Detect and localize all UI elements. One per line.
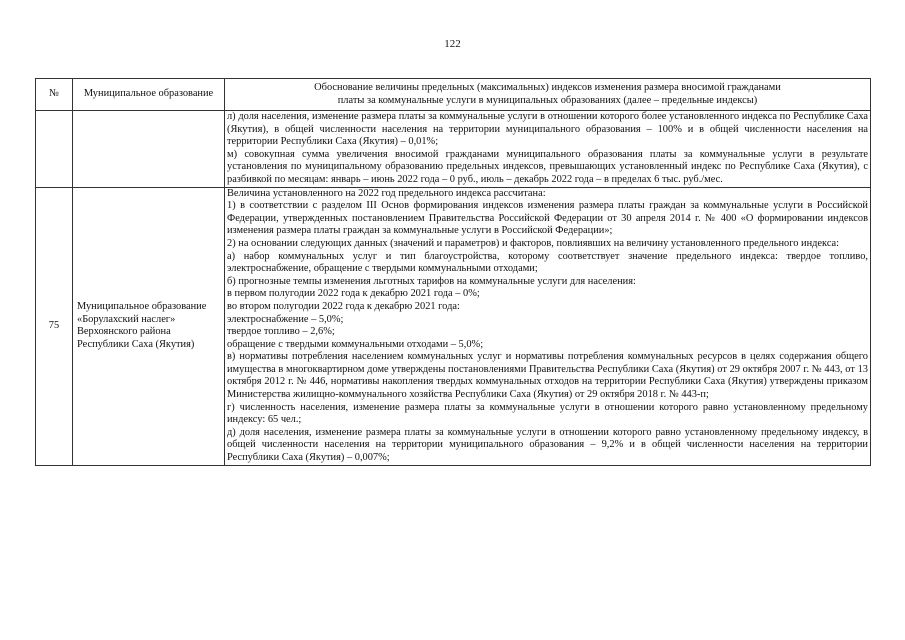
- paragraph: л) доля населения, изменение размера платы за коммунальные услуги в отношении которого более установленного индекса по Республике Саха (Якутия), в общей численности населения на территории муниципального образования – 100% и в общей численности населения на территории Республики Саха (Якутия) – 0,01%;: [227, 111, 868, 148]
- paragraph: в первом полугодии 2022 года к декабрю 2021 года – 0%;: [227, 288, 480, 300]
- table-row-75: [36, 187, 871, 465]
- continuation-num-cell: [36, 111, 73, 188]
- header-justification: [225, 79, 871, 111]
- paragraph: м) совокупная сумма увеличения вносимой гражданами муниципального образования платы за коммунальные услуги в результате установления по муниципальному образованию предельных индексов, превышающих установленный индекс по Республике Саха (Якутия), с разбивкой по месяцам: январь – июнь 2022 года – 0 руб., июль – декабрь 2022 года – в пределах 6 тыс. руб./мес.: [227, 148, 868, 185]
- page-number: 122: [444, 38, 461, 50]
- continuation-text-cell: [225, 111, 871, 188]
- header-num: №: [36, 79, 73, 111]
- header-justification-line2: платы за коммунальные услуги в муниципальных образованиях (далее – предельные индексы): [337, 94, 758, 106]
- table-header-row: [36, 79, 871, 111]
- municipality-name: Муниципальное образование «Борулахский наслег» Верхоянского района Республики Саха (Якутия): [73, 187, 225, 465]
- header-justification-line1: Обоснование величины предельных (максимальных) индексов изменения размера вносимой гражданами: [314, 81, 781, 93]
- paragraph: д) доля населения, изменение размера платы за коммунальные услуги в отношении которого равно установленному предельному индексу, в общей численности населения на территории муниципального образования – 9,2% и в общей численности населения на территории Республики Саха (Якутия) – 0,007%;: [227, 426, 868, 464]
- continuation-municipality-cell: [73, 111, 225, 188]
- row-number: 75: [36, 187, 73, 465]
- paragraph: г) численность населения, изменение размера платы за коммунальные услуги в отношении которого равно установленному предельному индексу: 65 чел.;: [227, 401, 868, 426]
- paragraph: во втором полугодии 2022 года к декабрю 2021 года:: [227, 300, 460, 312]
- indices-table: [35, 78, 871, 466]
- paragraph: обращение с твердыми коммунальными отходами – 5,0%;: [227, 338, 484, 350]
- paragraph: электроснабжение – 5,0%;: [227, 313, 344, 325]
- paragraph: в) нормативы потребления населением коммунальных услуг и нормативы потребления коммунальных ресурсов в целях содержания общего имущества в многоквартирном доме утверждены постановлениями Правительства Республики Саха (Якутия) от 29 октября 2007 г. № 443, от 13 октября 2012 г. № 446, нормативы накопления твердых коммунальных отходов на территории Республики Саха (Якутия) утверждены приказом Министерства жилищно-коммунального хозяйства Республики Саха (Якутия) от 29 октября 2018 г. № 443-п;: [227, 351, 868, 401]
- paragraph: 2) на основании следующих данных (значений и параметров) и факторов, повлиявших на величину установленного предельного индекса:: [227, 237, 840, 249]
- paragraph: 1) в соответствии с разделом III Основ формирования индексов изменения размера платы граждан за коммунальные услуги в Российской Федерации, утвержденных постановлением Правительства Российской Федерации от 30 апреля 2014 г. № 400 «О формировании индексов изменения размера платы граждан за коммунальные услуги в Российской Федерации»;: [227, 200, 868, 237]
- paragraph: а) набор коммунальных услуг и тип благоустройства, которому соответствует значение предельного индекса: твердое топливо, электроснабжение, обращение с твердыми коммунальными отходами;: [227, 250, 868, 275]
- table-row-continuation: [36, 111, 871, 188]
- paragraph: б) прогнозные темпы изменения льготных тарифов на коммунальные услуги для населения:: [227, 275, 636, 287]
- paragraph: Величина установленного на 2022 год предельного индекса рассчитана:: [227, 187, 546, 199]
- justification-text-cell: [225, 187, 871, 465]
- paragraph: твердое топливо – 2,6%;: [227, 326, 335, 338]
- header-municipality: Муниципальное образование: [73, 79, 225, 111]
